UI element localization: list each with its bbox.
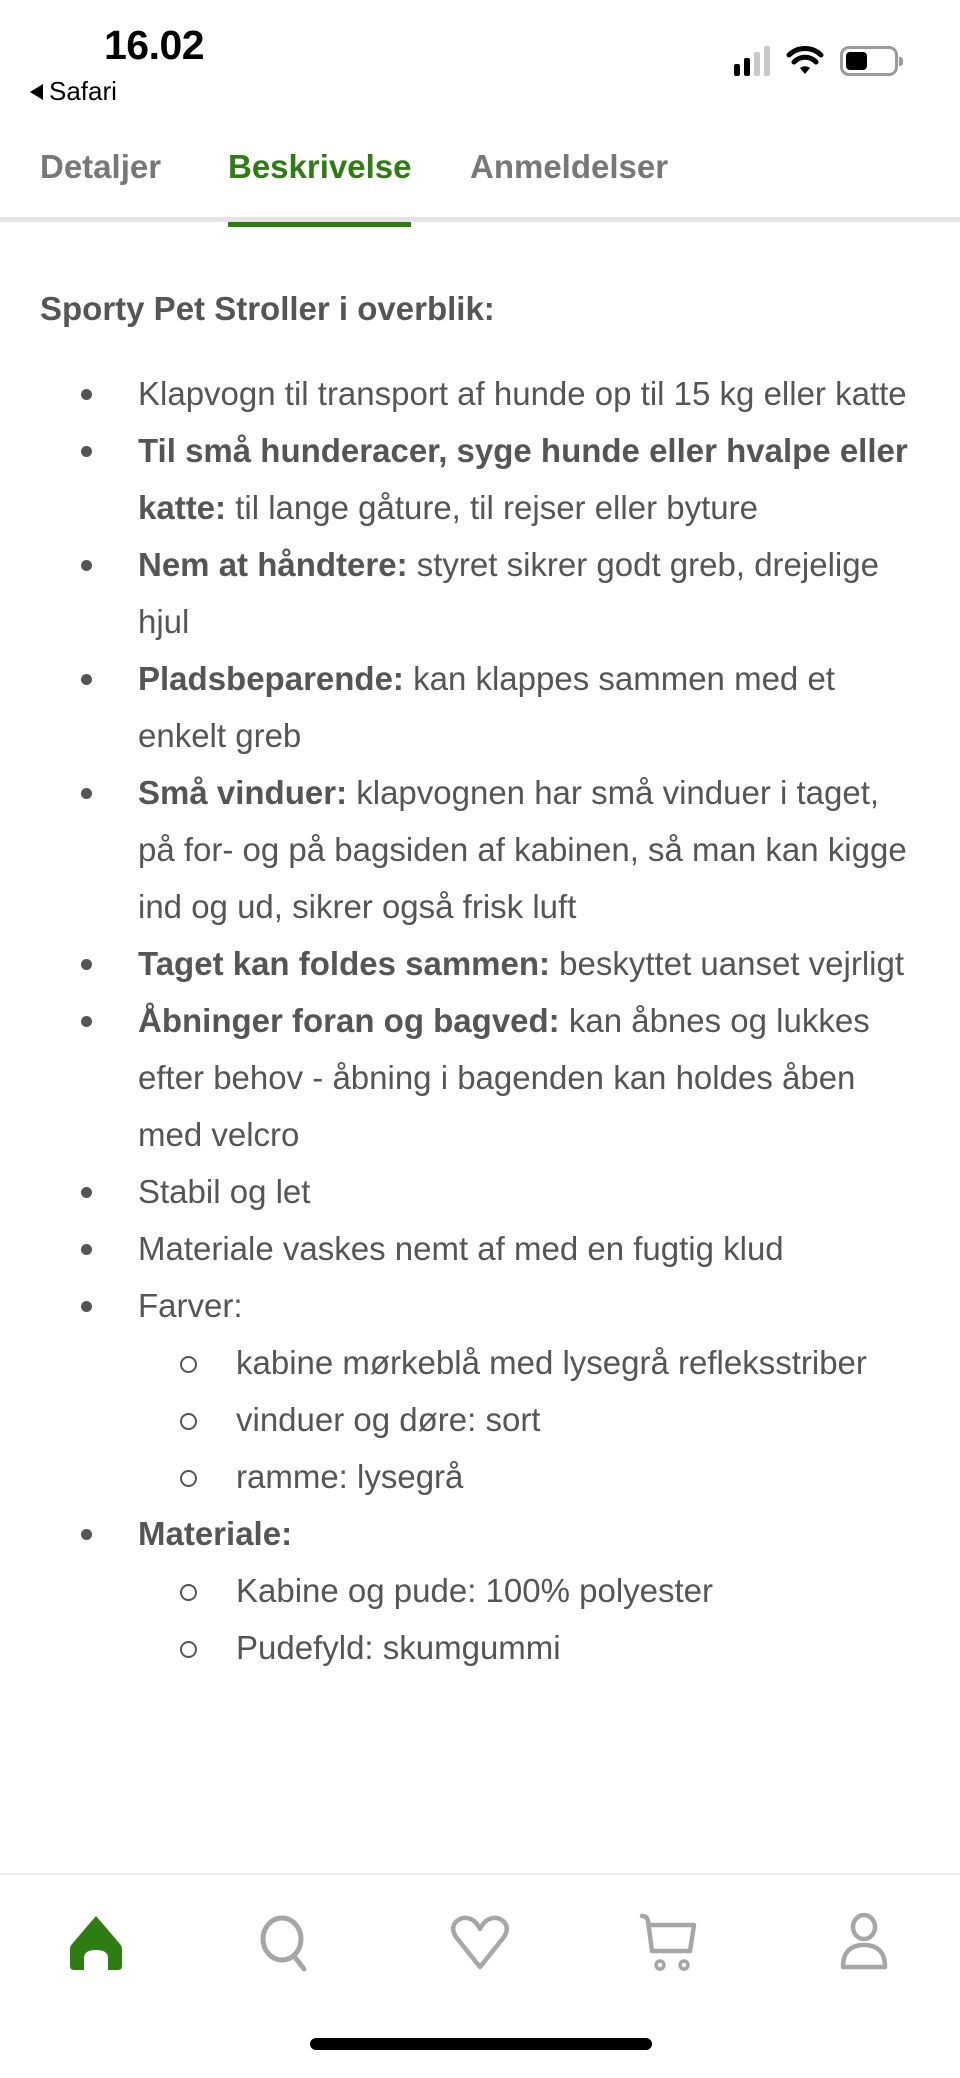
bottom-navigation <box>0 1873 960 2078</box>
status-bar <box>0 0 960 120</box>
list-item: Små vinduer: klapvognen har små vinduer i taget, på for- og på bagsiden af kabinen, så man kan kigge ind og ud, sikrer også frisk luft <box>138 764 920 935</box>
user-icon <box>839 1913 889 1973</box>
list-item: Pladsbeparende: kan klappes sammen med et enkelt greb <box>138 650 920 764</box>
material-sublist <box>138 1562 920 1676</box>
back-app-label: Safari <box>49 76 117 106</box>
nav-favorites-button[interactable] <box>440 1903 520 1983</box>
cellular-signal-icon <box>734 46 770 76</box>
list-item: Stabil og let <box>138 1163 920 1220</box>
product-tabs <box>0 130 960 222</box>
tab-detaljer[interactable]: Detaljer <box>40 148 162 185</box>
list-item-material: Materiale: Kabine og pude: 100% polyester Pudefyld: skumgummi <box>138 1505 920 1676</box>
cart-icon <box>638 1913 702 1973</box>
status-icons <box>734 46 898 76</box>
feature-list <box>40 365 920 1676</box>
nav-account-button[interactable] <box>824 1903 904 1983</box>
home-indicator[interactable] <box>310 2038 652 2050</box>
sub-list-item: kabine mørkeblå med lysegrå refleksstriber <box>236 1334 920 1391</box>
list-item: Taget kan foldes sammen: beskyttet uanset vejrligt <box>138 935 920 992</box>
description-content <box>40 280 920 1676</box>
clock: 16.02 <box>104 22 205 68</box>
list-item: Åbninger foran og bagved: kan åbnes og lukkes efter behov - åbning i bagenden kan holdes åben med velcro <box>138 992 920 1163</box>
list-item: Nem at håndtere: styret sikrer godt greb, drejelige hjul <box>138 536 920 650</box>
list-item: Klapvogn til transport af hunde op til 15 kg eller katte <box>138 365 920 422</box>
nav-search-button[interactable] <box>246 1903 326 1983</box>
tab-beskrivelse[interactable]: Beskrivelse <box>228 148 411 222</box>
home-icon <box>68 1914 124 1972</box>
search-icon <box>258 1913 314 1973</box>
wifi-icon <box>786 46 824 76</box>
colors-sublist <box>138 1334 920 1505</box>
back-triangle-icon <box>30 84 43 100</box>
sub-list-item: Pudefyld: skumgummi <box>236 1619 920 1676</box>
description-heading: Sporty Pet Stroller i overblik: <box>40 290 495 327</box>
sub-list-item: Kabine og pude: 100% polyester <box>236 1562 920 1619</box>
sub-list-item: ramme: lysegrå <box>236 1448 920 1505</box>
sub-list-item: vinduer og døre: sort <box>236 1391 920 1448</box>
nav-home-button[interactable] <box>56 1903 136 1983</box>
tab-anmeldelser[interactable]: Anmeldelser <box>470 148 669 185</box>
list-item-colors: Farver: kabine mørkeblå med lysegrå refleksstriber vinduer og døre: sort ramme: lysegrå <box>138 1277 920 1505</box>
list-item: Til små hunderacer, syge hunde eller hvalpe eller katte: til lange gåture, til rejser eller byture <box>138 422 920 536</box>
list-item: Materiale vaskes nemt af med en fugtig klud <box>138 1220 920 1277</box>
nav-cart-button[interactable] <box>630 1903 710 1983</box>
heart-icon <box>449 1915 511 1971</box>
battery-icon <box>840 46 898 76</box>
back-to-safari-button[interactable] <box>30 76 117 107</box>
